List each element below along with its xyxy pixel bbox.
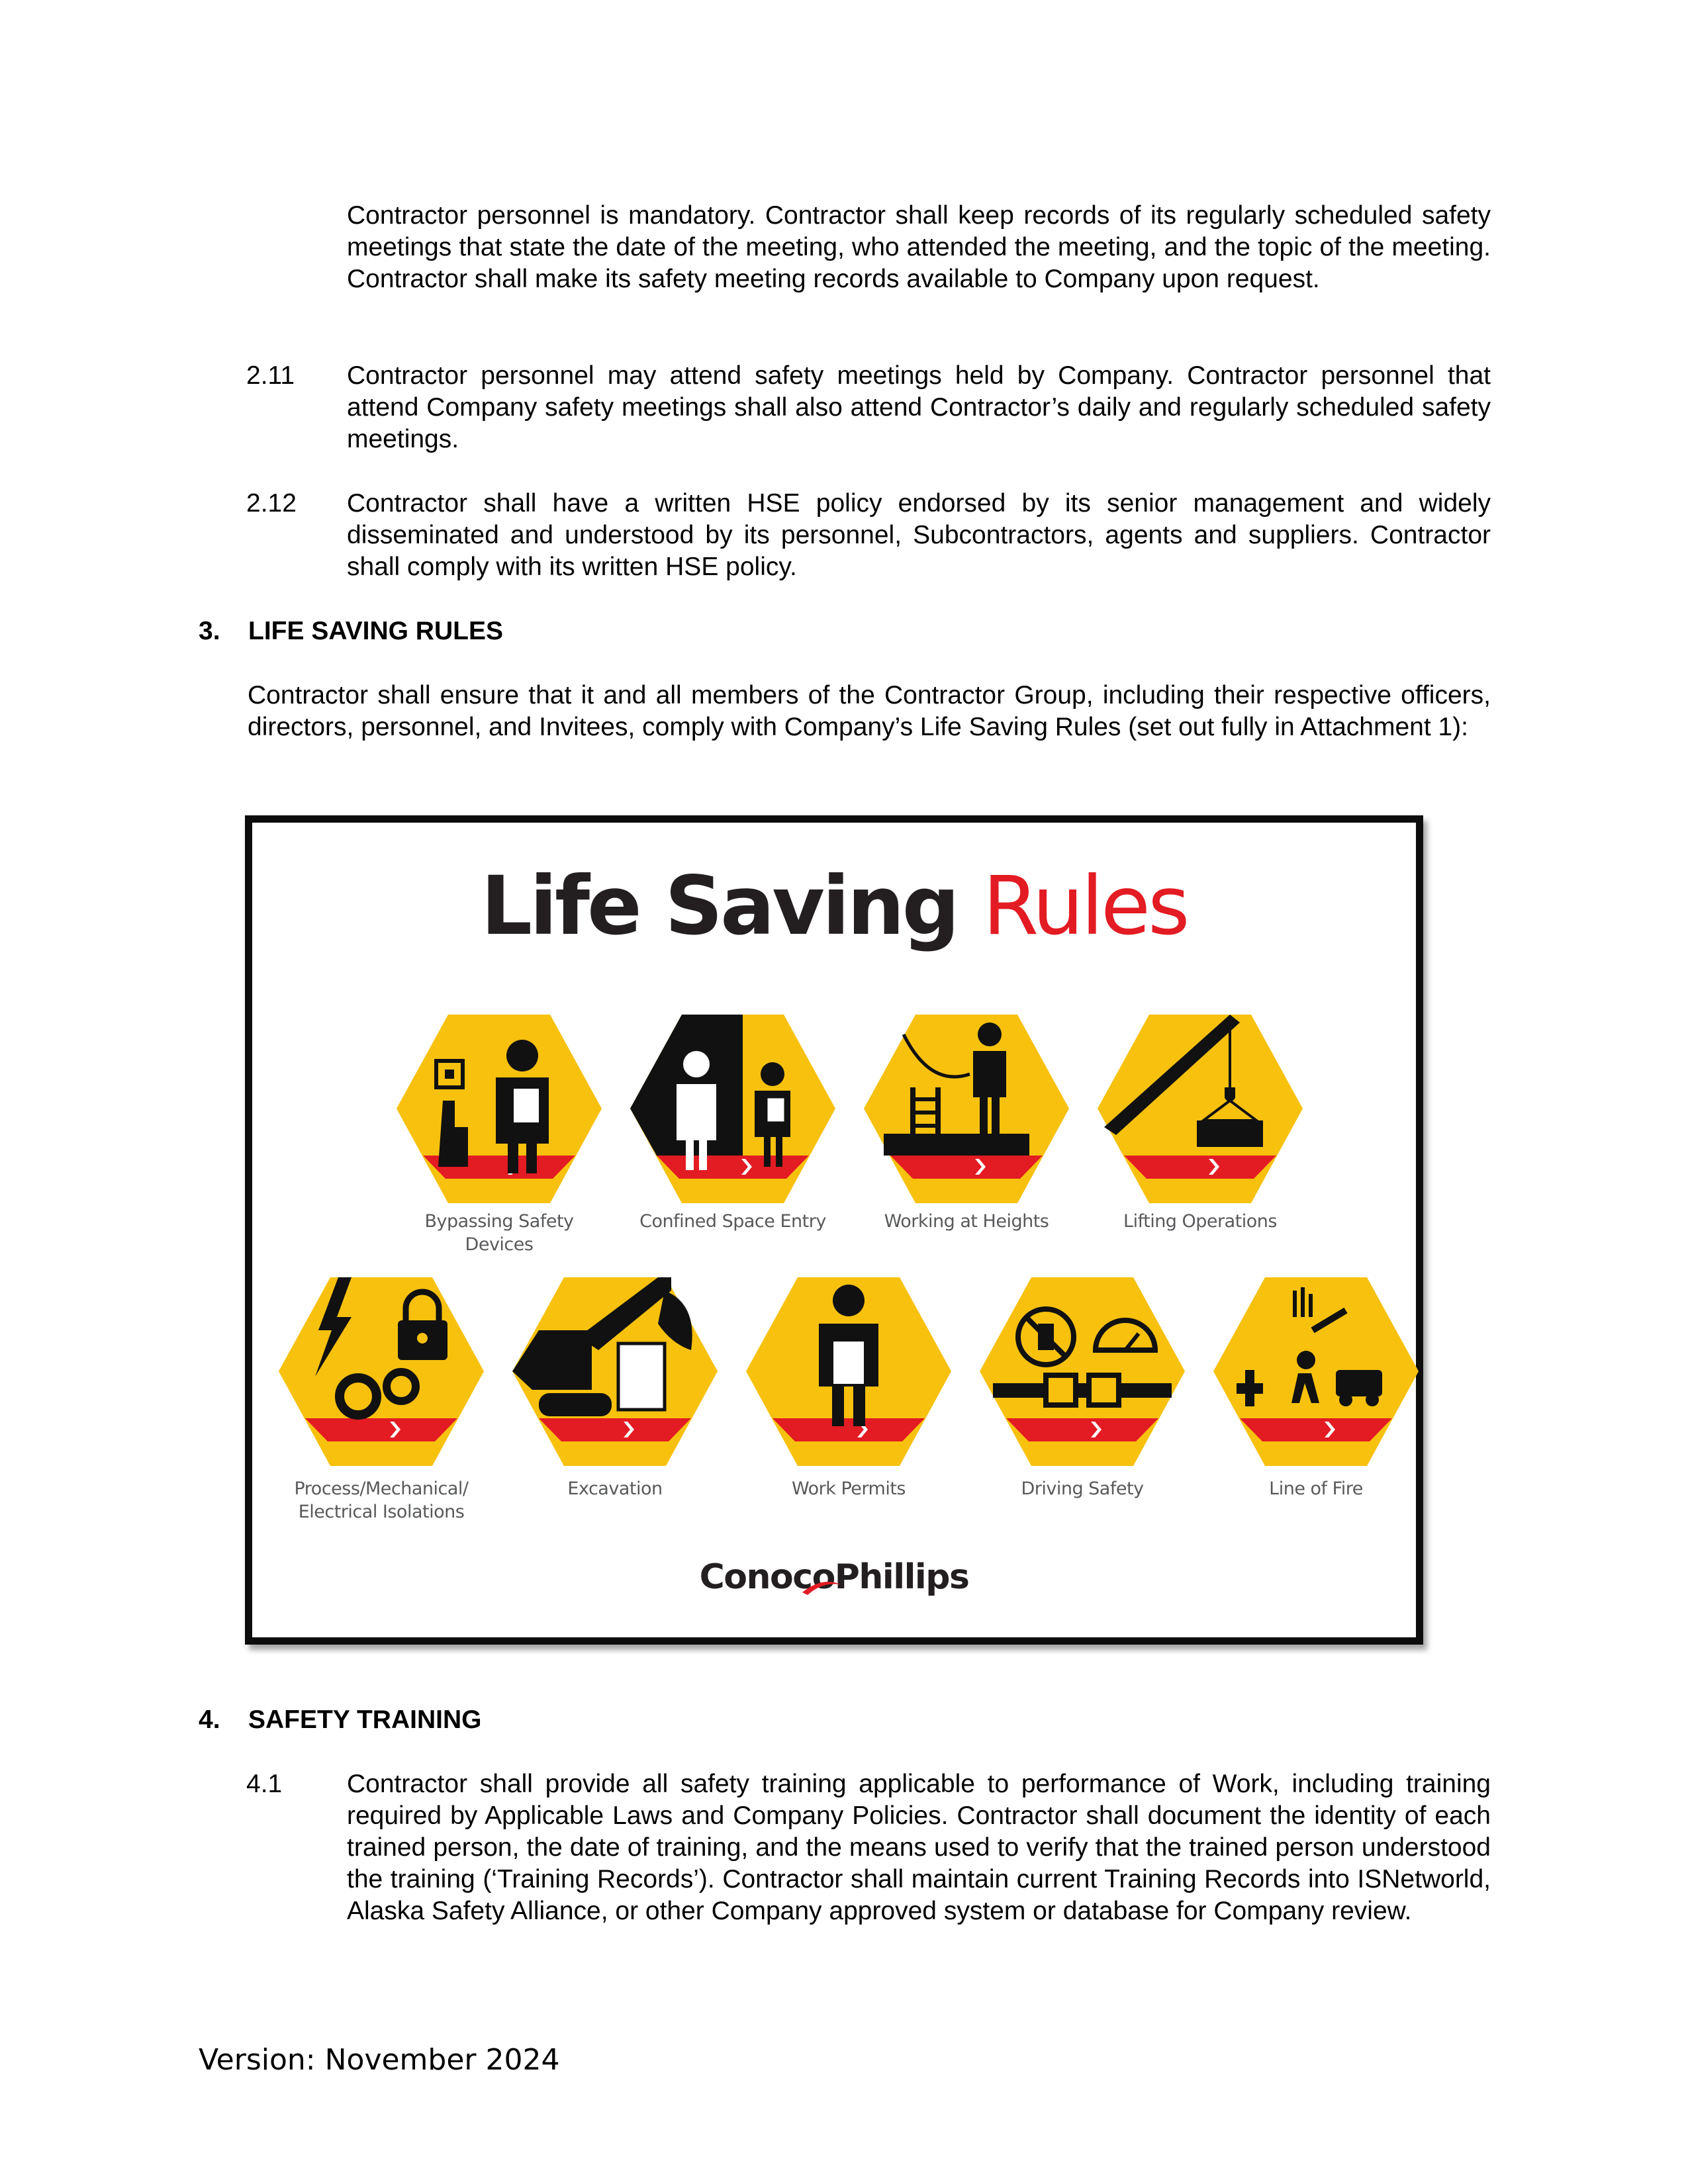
poster-title <box>252 859 1416 953</box>
rule-label-driving: Driving Safety <box>1021 1479 1144 1499</box>
section-4-heading <box>199 1704 481 1736</box>
rule-isolations <box>279 1277 484 1466</box>
rule-label-lifting: Lifting Operations <box>1123 1211 1277 1232</box>
excavation-icon <box>512 1277 718 1466</box>
section-3-paragraph: Contractor shall ensure that it and all members of the Contractor Group, including their respective officers, directors, personnel, and Invitees, comply with Company’s Life Saving Rules (set out fully in Attachment 1): <box>248 681 1491 741</box>
rule-work-permits <box>746 1277 951 1466</box>
section-4-title: SAFETY TRAINING <box>248 1706 482 1734</box>
rule-confined-space-entry <box>630 1015 835 1203</box>
poster-title-red: Rules <box>982 859 1188 953</box>
driving-safety-icon <box>980 1277 1185 1466</box>
section-4-number: 4. <box>199 1706 220 1734</box>
item-number-4-1: 4.1 <box>246 1770 283 1798</box>
rule-bypassing-safety-devices <box>397 1015 602 1203</box>
poster-title-bold: Life Saving <box>481 859 957 953</box>
rule-label-isolations: Process/Mechanical/ Electrical Isolations <box>294 1479 469 1522</box>
rule-working-at-heights <box>864 1015 1069 1203</box>
rule-excavation <box>512 1277 718 1466</box>
item-number-2-12: 2.12 <box>246 489 297 518</box>
version-footer: Version: November 2024 <box>199 2043 560 2077</box>
lifting-operations-icon <box>1098 1015 1303 1203</box>
rule-lifting-operations <box>1098 1015 1303 1203</box>
rule-label-line-of-fire: Line of Fire <box>1269 1479 1363 1499</box>
paragraph-2-12: Contractor shall have a written HSE policy endorsed by its senior management and widely disseminated and understood by its personnel, Subcontractors, agents and suppliers. Contractor shall comply with its written HSE policy. <box>347 489 1491 581</box>
rule-line-of-fire <box>1213 1277 1419 1466</box>
confined-space-entry-icon <box>630 1015 835 1203</box>
rule-label-excavation: Excavation <box>567 1479 663 1499</box>
rule-label-bypassing: Bypassing Safety Devices <box>424 1211 574 1255</box>
life-saving-rules-poster <box>245 815 1423 1645</box>
conocophillips-logo <box>252 1557 1416 1597</box>
rule-label-permits: Work Permits <box>792 1479 906 1499</box>
isolations-icon <box>279 1277 484 1466</box>
item-number-2-11: 2.11 <box>246 361 295 390</box>
section-3-heading <box>199 615 503 647</box>
paragraph-2-10-continued: Contractor personnel is mandatory. Contractor shall keep records of its regularly scheduled safety meetings that state the date of the meeting, who attended the meeting, and the topic of the meeting. Contractor shall make its safety meeting records available to Company upon request. <box>347 201 1491 293</box>
section-3-title: LIFE SAVING RULES <box>248 617 503 645</box>
paragraph-4-1: Contractor shall provide all safety training applicable to performance of Work, including training required by Applicable Laws and Company Policies. Contractor shall document the identity of each trained person, the date of training, and the means used to verify that the trained person understood the training (‘Training Records’). Contractor shall maintain current Training Records into ISNetworld, Alaska Safety Alliance, or other Company approved system or database for Company review. <box>347 1770 1491 1925</box>
work-permits-icon <box>746 1277 951 1466</box>
line-of-fire-icon <box>1213 1277 1419 1466</box>
bypassing-safety-devices-icon <box>397 1015 602 1203</box>
logo-text: ConocoPhillips <box>699 1557 969 1597</box>
paragraph-2-11: Contractor personnel may attend safety meetings held by Company. Contractor personnel that attend Company safety meetings shall also attend Contractor’s daily and regularly scheduled safety meetings. <box>347 361 1491 453</box>
rule-driving-safety <box>980 1277 1185 1466</box>
rule-label-confined: Confined Space Entry <box>639 1211 826 1232</box>
rule-label-heights: Working at Heights <box>884 1211 1049 1232</box>
section-3-number: 3. <box>199 617 220 645</box>
working-at-heights-icon <box>864 1015 1069 1203</box>
